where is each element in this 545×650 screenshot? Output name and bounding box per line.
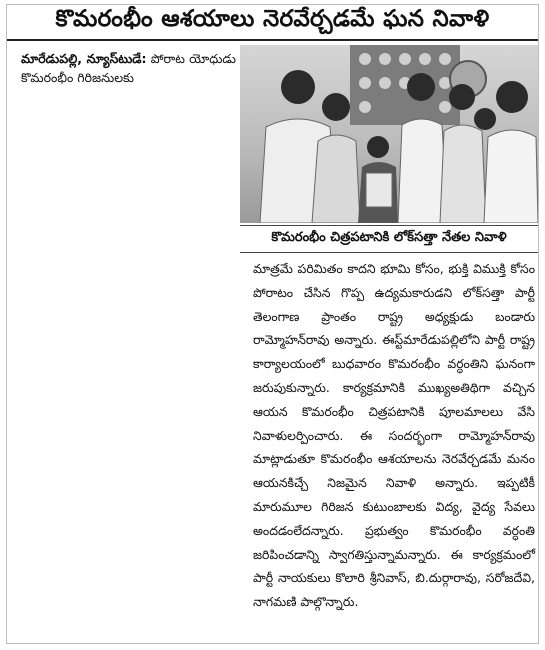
newspaper-clipping <box>6 4 539 644</box>
article-body <box>253 257 535 614</box>
dateline-lead-text: పోరాట యోధుడు కొమరంభీం గిరిజనులకు <box>21 51 236 85</box>
dateline-location: మారేడుపల్లి, న్యూస్‌టుడే: <box>21 51 147 66</box>
article-photo <box>240 45 538 223</box>
article-body-paragraph: మాత్రమే పరిమితం కాదని భూమి కోసం, భుక్తి విముక్తి కోసం పోరాటం చేసిన గొప్ప ఉద్యమకారుడని లోక్‌సత్తా పార్టీ తెలంగాణ ప్రాంతం రాష్ట్ర అధ్యక్షుడు బండారు రామ్మోహన్‌రావు అన్నారు. ఈస్ట్‌మారేడుపల్లిలోని పార్టీ రాష్ట్ర కార్యాలయంలో బుధవారం కొమరంభీం వర్ధంతిని ఘనంగా జరుపుకున్నారు. కార్యక్రమానికి ముఖ్యఅతిథిగా వచ్చిన ఆయన కొమరంభీం చిత్రపటానికి పూలమాలలు వేసి నివాళులర్పించారు. ఈ సందర్భంగా రామ్మోహన్‌రావు మాట్లాడుతూ కొమరంభీం ఆశయాలను నెరవేర్చడమే మనం ఆయనకిచ్చే నిజమైన నివాళి అన్నారు. ఇప్పటికీ మారుమూల గిరిజన కుటుంబాలకు విద్య, వైద్య సేవలు అందడంలేదన్నారు. ప్రభుత్వం కొమరంభీం వర్ధంతి జరిపించడాన్ని స్వాగతిస్తున్నామన్నారు. ఈ కార్యక్రమంలో పార్టీ నాయకులు కొలారి శ్రీనివాస్, బి.దుర్గారావు, సరోజదేవి, నాగమణి పాల్గొన్నారు. <box>253 261 535 610</box>
group-photo-image <box>240 45 538 223</box>
article-dateline <box>21 49 236 87</box>
article-headline: కొమరంభీం ఆశయాలు నెరవేర్చడమే ఘన నివాళి <box>7 5 538 41</box>
photo-caption: కొమరంభీం చిత్రపటానికి లోక్‌సత్తా నేతల నివాళి <box>240 225 538 253</box>
